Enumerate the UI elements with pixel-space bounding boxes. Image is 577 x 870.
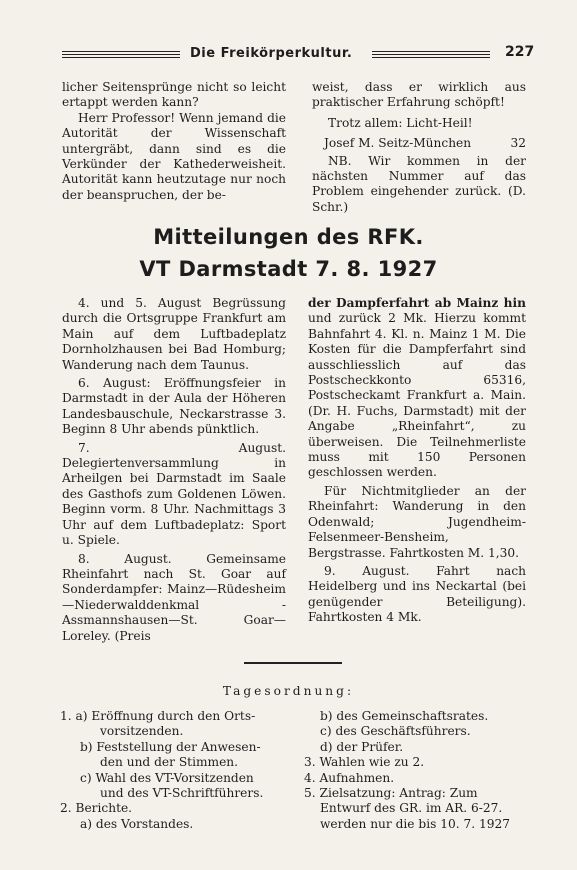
agenda-item: b) Feststellung der Anwesen- bbox=[80, 739, 261, 754]
main-left-column bbox=[62, 296, 286, 644]
agenda-left-list bbox=[60, 709, 290, 832]
main-right-column bbox=[308, 296, 526, 626]
agenda-item: c) des Geschäftsführers. bbox=[320, 724, 471, 739]
agenda-item: b) des Gemeinschaftsrates. bbox=[320, 709, 489, 723]
agenda-item: vorsitzenden. bbox=[100, 724, 184, 739]
top-right-paragraph-1: weist, dass er wirklich aus praktischer Erfahrung schöpft! bbox=[312, 80, 526, 110]
left-paragraph-3: 7. August. Delegiertenversammlung in Arheilgen bei Darmstadt im Saale des Gasthofs zum Goldenen Löwen. Beginn vorm. 8 Uhr. Nachmittags 3 Uhr auf dem Luftbadeplatz: Sport u. Spiele. bbox=[62, 440, 286, 548]
agenda-item: 5. Zielsatzung: Antrag: Zum bbox=[304, 786, 478, 801]
right-paragraph-2: Für Nichtmitglieder an der Rheinfahrt: Wanderung in den Odenwald; Jugendheim-Felsenmeer-Bensheim, Bergstrasse. Fahrtkosten M. 1,30. bbox=[308, 483, 526, 560]
signature-number: 32 bbox=[510, 136, 526, 151]
agenda-item: werden nur die bis 10. 7. 1927 bbox=[320, 816, 510, 831]
top-left-paragraph-2: Herr Professor! Wenn jemand die Autorität der Wissenschaft untergräbt, dann sind es die Verkünder der Kathederweisheit. Autorität kann heutzutage nur noch der beanspruchen, der be- bbox=[62, 110, 286, 202]
headline-line-2: VT Darmstadt 7. 8. 1927 bbox=[139, 257, 438, 281]
top-right-paragraph-2: Trotz allem: Licht-Heil! bbox=[328, 115, 473, 130]
header-rule-right bbox=[372, 51, 490, 58]
running-title: Die Freikörperkultur. bbox=[190, 46, 353, 61]
agenda-item: 3. Wahlen wie zu 2. bbox=[304, 755, 425, 770]
top-left-column bbox=[62, 80, 286, 203]
right-paragraph-1 bbox=[308, 296, 526, 481]
top-right-column bbox=[312, 80, 526, 215]
signature-line bbox=[312, 136, 526, 151]
right-paragraph-1-bold: der Dampferfahrt ab Mainz hin bbox=[308, 296, 526, 310]
left-paragraph-4: 8. August. Gemeinsame Rheinfahrt nach St. Goar auf Sonderdampfer: Mainz—Rüdesheim—Niederwalddenkmal - Assmannshausen—St. Goar—Loreley. (Preis bbox=[62, 551, 286, 643]
right-paragraph-3: 9. August. Fahrt nach Heidelberg und ins Neckartal (bei genügender Beteiligung). Fahrtkosten 4 Mk. bbox=[308, 563, 526, 625]
agenda-item: 2. Berichte. bbox=[60, 801, 133, 816]
left-paragraph-2: 6. August: Eröffnungsfeier in Darmstadt in der Aula der Höheren Landesbauschule, Neckarstrasse 3. Beginn 8 Uhr abends pünktlich. bbox=[62, 376, 286, 437]
agenda-item: c) Wahl des VT-Vorsitzenden bbox=[80, 770, 254, 785]
left-paragraph-1: 4. und 5. August Begrüssung durch die Ortsgruppe Frankfurt am Main auf dem Luftbadeplatz Dornholzhausen bei Bad Homburg; Wanderung nach dem Taunus. bbox=[62, 296, 286, 372]
section-separator bbox=[244, 662, 342, 664]
agenda-title: Tagesordnung: bbox=[222, 684, 355, 698]
top-left-paragraph-1: licher Seitensprünge nicht so leicht ertappt werden kann? bbox=[62, 80, 286, 110]
agenda-item: 4. Aufnahmen. bbox=[304, 770, 395, 785]
agenda-item: Entwurf des GR. im AR. 6-27. bbox=[320, 801, 503, 816]
headline-line-1: Mitteilungen des RFK. bbox=[153, 225, 424, 249]
page-number: 227 bbox=[505, 44, 535, 60]
header-rule-left bbox=[62, 51, 180, 58]
signature-name: Josef M. Seitz-München bbox=[324, 136, 472, 151]
agenda-right-list bbox=[304, 709, 534, 832]
agenda-item: 1. a) Eröffnung durch den Orts- bbox=[60, 709, 256, 723]
agenda-item: d) der Prüfer. bbox=[320, 739, 404, 754]
agenda-item: a) des Vorstandes. bbox=[80, 816, 194, 831]
agenda-item: und des VT-Schriftführers. bbox=[100, 786, 264, 801]
agenda-item: den und der Stimmen. bbox=[100, 755, 239, 770]
top-right-paragraph-3: NB. Wir kommen in der nächsten Nummer auf das Problem eingehender zurück. (D. Schr.) bbox=[312, 153, 526, 214]
right-paragraph-1-text: und zurück 2 Mk. Hierzu kommt Bahnfahrt 4. Kl. n. Mainz 1 M. Die Kosten für die Dampferfahrt sind ausschliesslich auf das Postscheckkonto 65316, Postscheckamt Frankfurt a. Main. (Dr. H. Fuchs, Darmstadt) mit der Angabe „Rheinfahrt“, zu überweisen. Die Teilnehmerliste muss mit 150 Personen geschlossen werden. bbox=[308, 311, 526, 480]
